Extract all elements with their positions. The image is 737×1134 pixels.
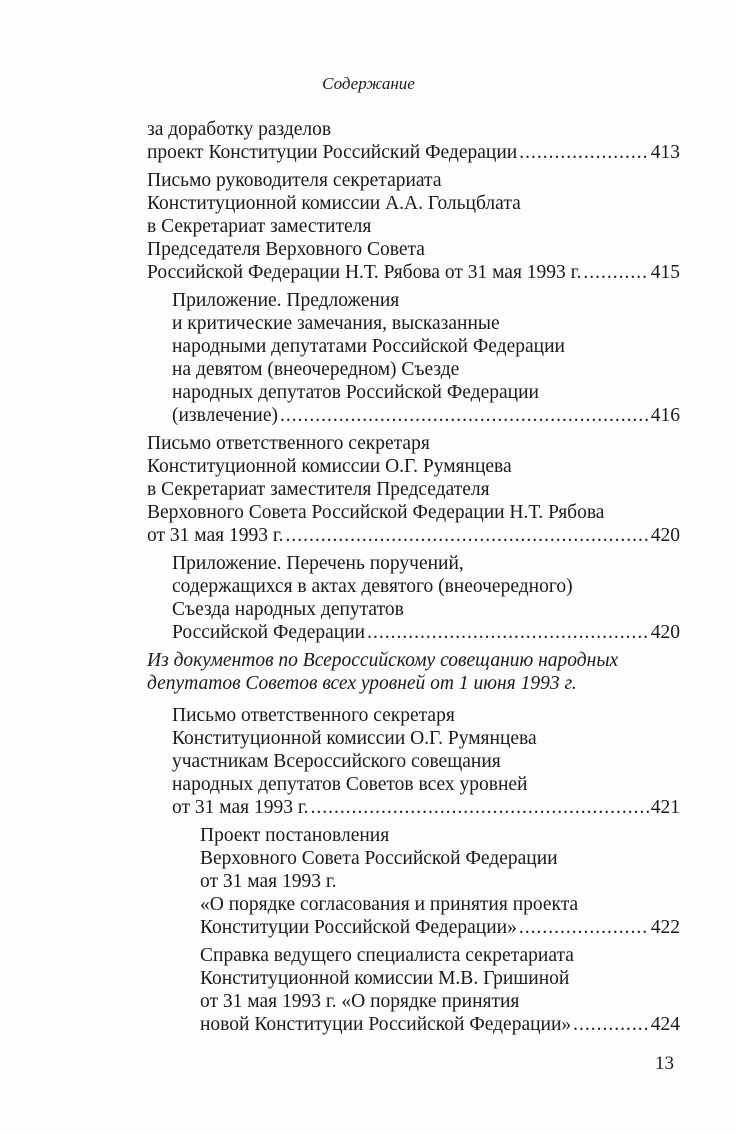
toc-entry-last-line [200,916,680,939]
toc-entry-last-line [172,621,680,644]
toc-line-text: в Секретариат заместителя Председателя [147,479,490,500]
dot-leader [519,141,649,164]
toc-line-text: Конституционной комиссии М.В. Гришиной [200,968,570,989]
toc-line-text: проект Конституции Российский Федерации [147,142,518,163]
toc-line-text: Приложение. Перечень поручений, [172,553,464,574]
toc-entry-last-line [200,1013,680,1036]
toc-line-text: Конституционной комиссии О.Г. Румянцева [172,728,537,749]
dot-leader [280,404,649,427]
toc-line-text: Письмо руководителя секретариата [147,170,442,191]
toc-line-text: от 31 мая 1993 г. [200,871,337,892]
toc-line-text: Письмо ответственного секретаря [147,433,430,454]
dot-leader [583,261,648,284]
dot-leader [367,621,649,644]
toc-line-text: Из документов по Всероссийскому совещанию народных [147,650,619,671]
toc-line-text: Конституционной комиссии А.А. Гольцблата [147,193,521,214]
toc-page-ref: 422 [650,917,680,938]
toc-line-text: Верховного Совета Российской Федерации Н.Т. Рябова [147,502,605,523]
toc-line-text: содержащихся в актах девятого (внеочередного) [172,576,573,597]
toc-line-text: народных депутатов Советов всех уровней [172,774,528,795]
toc-line-text: депутатов Советов всех уровней от 1 июня 1993 г. [147,673,577,694]
toc-page-ref: 416 [650,405,680,426]
toc-entry [147,704,680,819]
toc-line-text: Приложение. Предложения [172,290,400,311]
toc-line-text: от 31 мая 1993 г. [172,797,309,818]
toc-line-text: Конституционной комиссии О.Г. Румянцева [147,456,512,477]
toc-line-text: Конституции Российской Федерации» [200,917,517,938]
toc-line-text: Справка ведущего специалиста секретариата [200,945,574,966]
toc-line-text: и критические замечания, высказанные [172,313,500,334]
toc-line-text: Российской Федерации [172,622,366,643]
dot-leader [286,524,649,547]
toc-page-ref: 415 [650,262,680,283]
toc-entry [147,432,680,547]
toc-line-text: Съезда народных депутатов [172,599,404,620]
table-of-contents [147,118,680,1041]
toc-line-text: участникам Всероссийского совещания [172,751,501,772]
toc-line-text: новой Конституции Российской Федерации» [200,1014,572,1035]
toc-page-ref: 421 [650,797,680,818]
toc-entry-last-line [147,524,680,547]
toc-line-text: Верховного Совета Российской Федерации [200,848,558,869]
toc-entry [147,169,680,284]
toc-line-text: Письмо ответственного секретаря [172,705,455,726]
dot-leader [311,796,649,819]
toc-entry [147,552,680,644]
toc-line-text: на девятом (внеочередном) Съезде [172,359,460,380]
toc-page-ref: 413 [650,142,680,163]
toc-line-text: «О порядке согласования и принятия проекта [200,894,579,915]
toc-page-ref: 424 [650,1014,680,1035]
dot-leader [519,916,649,939]
toc-line-text: за доработку разделов [147,119,332,140]
running-header: Содержание [322,74,415,93]
toc-entry [147,118,680,164]
toc-line-text: от 31 мая 1993 г. «О порядке принятия [200,991,520,1012]
dot-leader [573,1013,649,1036]
toc-entry [147,944,680,1036]
toc-line-text: (извлечение) [172,405,278,426]
toc-line-text: в Секретариат заместителя [147,216,372,237]
toc-section-heading [147,649,680,695]
toc-line-text: Проект постановления [200,825,390,846]
toc-entry-last-line [147,261,680,284]
toc-line-text: народными депутатами Российской Федерации [172,336,565,357]
toc-line-text: Председателя Верховного Совета [147,239,425,260]
toc-line-text: народных депутатов Российской Федерации [172,382,539,403]
toc-line-text: от 31 мая 1993 г. [147,525,284,546]
page-number: 13 [655,1053,674,1074]
toc-entry-last-line [147,141,680,164]
toc-entry-last-line [172,404,680,427]
toc-entry [147,289,680,427]
toc-page-ref: 420 [650,525,680,546]
toc-page-ref: 420 [650,622,680,643]
toc-entry [147,824,680,939]
toc-entry-last-line [172,796,680,819]
toc-line-text: Российской Федерации Н.Т. Рябова от 31 мая 1993 г. [147,262,582,283]
